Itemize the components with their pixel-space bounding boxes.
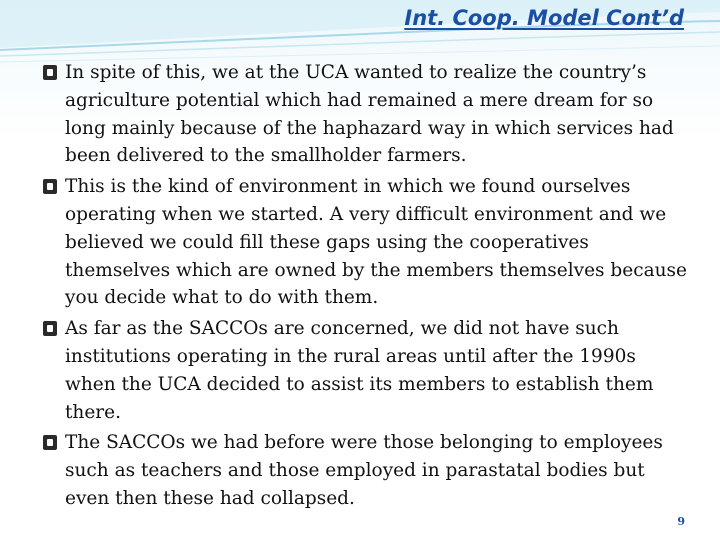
slide-title: Int. Coop. Model Cont’d: [404, 6, 684, 30]
slide-number: 9: [677, 515, 685, 528]
bullet-text: The SACCOs we had before were those belonging to employees such as teachers and those employed in parastatal bodies but even then these had collapsed.: [65, 432, 663, 509]
bullet-item: [40, 173, 690, 312]
bullet-item: [40, 429, 690, 512]
bullet-text: As far as the SACCOs are concerned, we did not have such institutions operating in the rural areas until after the 1990s when the UCA decided to assist its members to establish them there.: [65, 318, 654, 423]
square-bullet-icon: [43, 179, 57, 194]
bullet-item: [40, 315, 690, 426]
bullet-text: This is the kind of environment in which we found ourselves operating when we started. A very difficult environment and we believed we could fill these gaps using the cooperatives themselves which are owned by the members themselves because you decide what to do with them.: [65, 176, 687, 309]
square-bullet-icon: [43, 321, 57, 336]
square-bullet-icon: [43, 435, 57, 450]
square-bullet-icon: [43, 65, 57, 80]
bullet-text: In spite of this, we at the UCA wanted to realize the country’s agriculture potential which had remained a mere dream for so long mainly because of the haphazard way in which services had been delivered to the smallholder farmers.: [65, 62, 674, 167]
bullet-item: [40, 59, 690, 170]
bullet-list: [40, 59, 690, 516]
